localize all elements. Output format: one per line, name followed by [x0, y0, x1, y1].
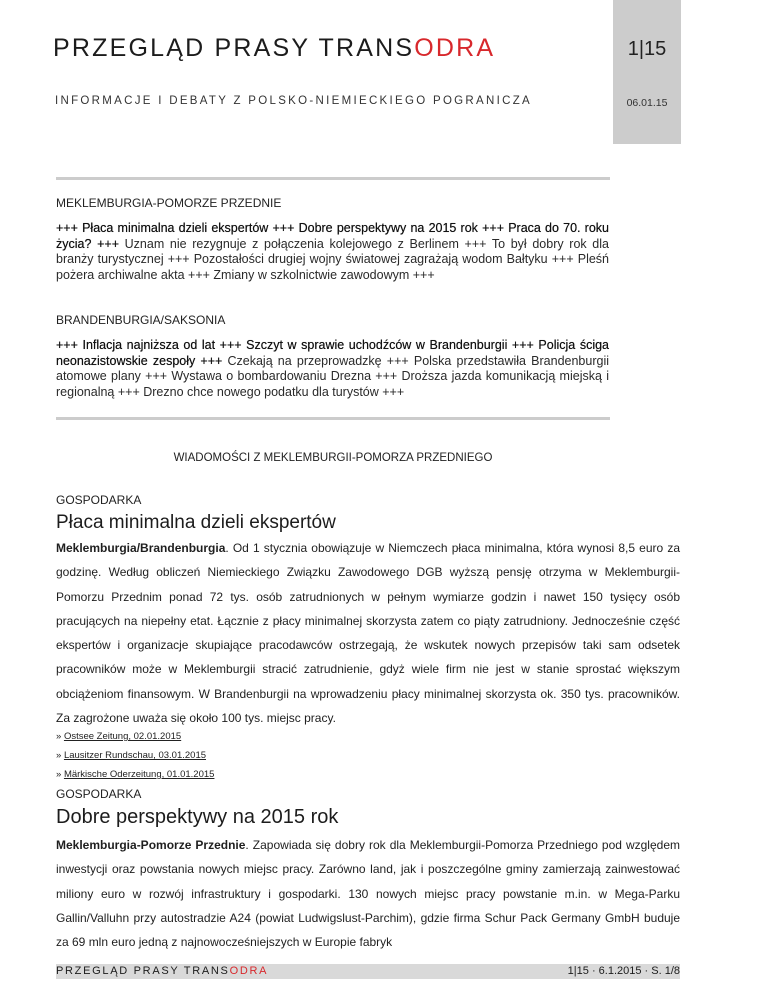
source-link-item: [56, 769, 214, 780]
source-bullet: »: [56, 731, 64, 742]
source-link-ostsee-zeitung[interactable]: Ostsee Zeitung, 02.01.2015: [63, 731, 182, 742]
lead-headlines-bold: +++ Inflacja najniższa od lat +++ Szczyt w sprawie uchodźców w Brandenburgii +++ Policja ściga neonazistowskie zespoły +++: [56, 338, 609, 368]
article-body: [56, 833, 680, 959]
masthead-subtitle: INFORMACJE I DEBATY Z POLSKO-NIEMIECKIEGO POGRANICZA: [55, 95, 533, 107]
article-text: . Zapowiada się dobry rok dla Meklemburgii-Pomorza Przedniego pod względem inwestycji oraz powstania nowych miejsc pracy. Zarówno land, jak i poszczególne gminy zamierzają zainwestować miliony euro w rozwój infrastruktury i gospodarki. 130 nowych miejsc pracy powstanie m.in. w Mega-Parku Gallin/Valluhn przy autostradzie A24 (powiat Ludwigslust-Parchim), gdzie firma Schur Pack Germany GmbH buduje za 69 mln euro jedną z najnowocześniejszych w Europie fabryk: [56, 838, 680, 950]
region-lead-bb: [56, 338, 609, 400]
issue-date: 06.01.15: [626, 97, 668, 109]
footer-masthead-main: PRZEGLĄD PRASY TRANS: [56, 965, 230, 977]
divider-middle: [56, 417, 610, 420]
source-link-item: [56, 750, 206, 761]
article-dateline: Meklemburgia-Pomorze Przednie: [56, 838, 246, 852]
article-dateline: Meklemburgia/Brandenburgia: [56, 541, 226, 555]
lead-headlines: Czekają na przeprowadzkę +++ Polska przedstawiła Brandenburgii atomowe plany +++ Wystawa o bombardowaniu Drezna +++ Droższa jazda komunikacją miejską i regionalną +++ Drezno chce nowego podatku dla turystów +++: [56, 353, 609, 399]
source-link-item: [56, 731, 181, 742]
masthead-accent: ODRA: [414, 34, 496, 62]
section-heading: WIADOMOŚCI Z MEKLEMBURGII-POMORZA PRZEDNIEGO: [173, 452, 493, 464]
lead-headlines-bold: +++ Płaca minimalna dzieli ekspertów +++ Dobre perspektywy na 2015 rok +++ Praca do 70. roku życia? +++: [56, 221, 609, 251]
source-bullet: »: [56, 769, 64, 780]
divider-top: [56, 177, 610, 180]
issue-box: [613, 0, 681, 144]
region-label-bb: BRANDENBURGIA/SAKSONIA: [56, 313, 226, 327]
lead-headlines: Uznam nie rezygnuje z połączenia kolejowego z Berlinem +++ To był dobry rok dla branży turystycznej +++ Pozostałości drugiej wojny światowej zagrażają wodom Bałtyku +++ Pleśń pożera archiwalne akta +++ Zmiany w szkolnictwie zawodowym +++: [56, 236, 609, 282]
article-category: GOSPODARKA: [56, 493, 142, 507]
article-title: Dobre perspektywy na 2015 rok: [56, 806, 339, 828]
footer-masthead: [56, 964, 268, 979]
article-text: . Od 1 stycznia obowiązuje w Niemczech płaca minimalna, która wynosi 8,5 euro za godzinę. Według obliczeń Niemieckiego Związku Zawodowego DGB wyższą pensję otrzyma w Meklemburgii-Pomorzu Przednim ponad 72 tys. osób zatrudnionych w pełnym wymiarze godzin i nawet 150 tysięcy osób pracujących na niepełny etat. Łącznie z płacy minimalnej skorzysta zatem co piąty zatrudniony. Jednocześnie część ekspertów i organizacje skupiające pracodawców ostrzegają, że wskutek nowych przepisów taki sam odsetek pracowników może w Meklemburgii stracić zatrudnienie, gdyż wiele firm nie jest w stanie sprostać większym obciążeniom finansowym. W Brandenburgii na wprowadzeniu płacy minimalnej skorzysta ok. 350 tys. pracowników. Za zagrożone uważa się około 100 tys. miejsc pracy.: [56, 541, 680, 726]
source-link-lausitzer-rundschau[interactable]: Lausitzer Rundschau, 03.01.2015: [63, 750, 207, 761]
article-category: GOSPODARKA: [56, 787, 142, 801]
masthead-main: PRZEGLĄD PRASY TRANS: [53, 34, 415, 62]
footer-page-info: 1|15 · 6.1.2015 · S. 1/8: [567, 965, 680, 977]
article-title: Płaca minimalna dzieli ekspertów: [56, 512, 336, 533]
source-link-maerkische-oderzeitung[interactable]: Märkische Oderzeitung, 01.01.2015: [63, 769, 215, 780]
issue-number: 1|15: [627, 38, 667, 60]
region-lead-mv: [56, 221, 609, 283]
masthead-title: [53, 34, 495, 63]
footer-masthead-accent: ODRA: [229, 965, 269, 977]
source-bullet: »: [56, 750, 64, 761]
region-label-mv: MEKLEMBURGIA-POMORZE PRZEDNIE: [56, 196, 282, 210]
article-body: [56, 536, 680, 730]
